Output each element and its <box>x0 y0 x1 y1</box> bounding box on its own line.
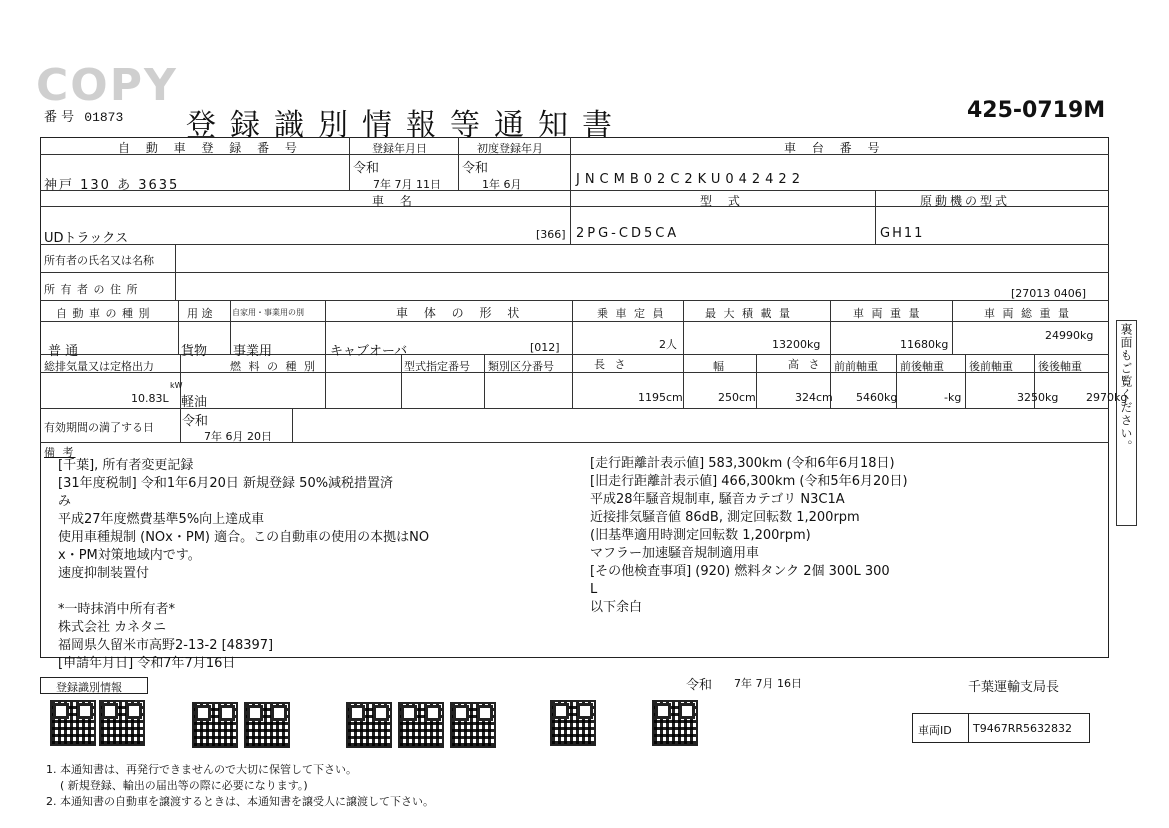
header-type-number: 型式指定番号 <box>404 360 470 373</box>
expiry-era: 令和 <box>182 414 209 429</box>
length: 1195cm <box>638 391 683 404</box>
header-reg-number: 自 動 車 登 録 番 号 <box>118 141 303 155</box>
engine-model: GH11 <box>880 226 925 241</box>
reg-era: 令和 <box>353 161 380 176</box>
document-title: 登録識別情報等通知書 <box>186 108 626 143</box>
header-height: 高 さ <box>788 358 823 371</box>
number-label: 番 号 <box>44 110 75 125</box>
remark-line: [その他検査事項] (920) 燃料タンク 2個 300L 300 <box>590 564 890 579</box>
displacement: 10.83L <box>131 392 169 405</box>
remark-line: 近接排気騒音値 86dB, 測定回転数 1,200rpm <box>590 510 860 525</box>
header-gross: 車 両 総 重 量 <box>984 307 1071 320</box>
issuer: 千葉運輸支局長 <box>968 680 1060 695</box>
body-shape: キャブオーバ <box>330 344 408 359</box>
remarks-left <box>58 457 429 673</box>
first-reg-date: 1年 6月 <box>482 178 522 191</box>
remark-line: み <box>58 494 72 509</box>
qr-code <box>346 702 392 748</box>
header-max-load: 最 大 積 載 量 <box>705 307 792 320</box>
vehicle-id-label: 車両ID <box>918 724 952 737</box>
header-remarks: 備 考 <box>44 446 76 459</box>
rf-axle: 3250kg <box>1017 391 1059 404</box>
remark-line: [千葉], 所有者変更記録 <box>58 458 194 473</box>
qr-code <box>99 700 145 746</box>
header-first-reg: 初度登録年月 <box>477 142 543 155</box>
header-capacity: 乗 車 定 員 <box>597 307 666 320</box>
model: 2PG-CD5CA <box>576 226 680 241</box>
width: 250cm <box>718 391 756 404</box>
header-engine: 原動機の型式 <box>920 194 1011 208</box>
header-expiry: 有効期間の満了する日 <box>44 421 154 434</box>
body-code: [012] <box>530 341 560 354</box>
qr-code <box>192 702 238 748</box>
fr-axle: -kg <box>944 391 962 404</box>
remark-line: 速度抑制装置付 <box>58 566 150 581</box>
displacement-unit: kW <box>170 381 183 390</box>
vehicle-id-box <box>912 713 1090 743</box>
header-private: 自家用・事業用の別 <box>232 308 304 317</box>
qr-code <box>652 700 698 746</box>
footer-note-1-sub: ( 新規登録、輸出の届出等の際に必要になります。) <box>60 779 308 792</box>
qr-code <box>50 700 96 746</box>
remark-line: *一時抹消中所有者* <box>58 602 176 617</box>
qr-code <box>244 702 290 748</box>
first-reg-era: 令和 <box>462 161 489 176</box>
remark-line: 平成27年度燃費基準5%向上達成車 <box>58 512 265 527</box>
max-load: 13200kg <box>772 338 821 351</box>
footer-note-2: 2. 本通知書の自動車を譲渡するときは、本通知書を譲受人に譲渡して下さい。 <box>46 795 434 808</box>
copy-stamp: COPY <box>36 60 178 111</box>
header-reg-date: 登録年月日 <box>372 142 427 155</box>
qr-code <box>398 702 444 748</box>
remark-line: x・PM対策地域内です。 <box>58 548 201 563</box>
remark-line: マフラー加速騒音規制適用車 <box>590 546 760 561</box>
remark-line: [旧走行距離計表示値] 466,300km (令和5年6月20日) <box>590 474 908 489</box>
footer-note-1: 1. 本通知書は、再発行できませんので大切に保管して下さい。 <box>46 763 357 776</box>
vehicle-name: UDトラックス <box>44 231 129 246</box>
header-model: 型 式 <box>700 194 746 208</box>
header-owner-address: 所 有 者 の 住 所 <box>44 283 139 296</box>
vehicle-kind: 普 通 <box>48 344 79 359</box>
qr-label: 登録識別情報 <box>56 681 122 694</box>
reg-date: 7年 7月 11日 <box>373 178 441 191</box>
address-code: [27013 0406] <box>1011 287 1087 300</box>
remark-line: 福岡県久留米市高野2-13-2 [48397] <box>58 638 274 653</box>
number-value: 01873 <box>84 110 124 125</box>
header-width: 幅 <box>713 360 724 373</box>
vehicle-weight: 11680kg <box>900 338 949 351</box>
header-length: 長 さ <box>594 358 629 371</box>
header-rf-axle: 後前軸重 <box>969 360 1013 373</box>
fuel: 軽油 <box>181 395 208 410</box>
capacity: 2人 <box>659 338 677 351</box>
issue-era: 令和 <box>686 678 713 693</box>
remark-line: [申請年月日] 令和7年7月16日 <box>58 656 236 671</box>
header-fuel: 燃 料 の 種 別 <box>230 360 317 373</box>
side-note: 裏面もご覧ください。 <box>1116 320 1137 526</box>
remark-line: (旧基準適用時測定回転数 1,200rpm) <box>590 528 811 543</box>
qr-code <box>550 700 596 746</box>
header-vehicle-kind: 自 動 車 の 種 別 <box>56 307 151 320</box>
remarks-right <box>590 455 908 617</box>
remark-line: 平成28年騒音規制車, 騒音カテゴリ N3C1A <box>590 492 845 507</box>
remark-line <box>58 583 429 601</box>
issue-date: 7年 7月 16日 <box>734 677 802 690</box>
remark-line: [31年度税制] 令和1年6月20日 新規登録 50%減税措置済 <box>58 476 394 491</box>
number-field <box>44 106 123 125</box>
chassis-number: JNCMB02C2KU042422 <box>576 172 805 187</box>
header-weight: 車 両 重 量 <box>853 307 922 320</box>
remark-line: L <box>590 582 598 597</box>
header-rr-axle: 後後軸重 <box>1038 360 1082 373</box>
remark-line: 株式会社 カネタニ <box>58 620 167 635</box>
header-name: 車 名 <box>372 194 418 208</box>
header-chassis: 車 台 番 号 <box>784 141 886 155</box>
vehicle-id: T9467RR5632832 <box>973 722 1072 735</box>
remark-line: 使用車種規制 (NOx・PM) 適合。この自動車の使用の本拠はNO <box>58 530 430 545</box>
use: 貨物 <box>181 344 208 359</box>
private-business: 事業用 <box>233 344 273 359</box>
header-class-number: 類別区分番号 <box>488 360 554 373</box>
reg-number: 神戸 130 あ 3635 <box>44 178 180 193</box>
header-ff-axle: 前前軸重 <box>834 360 878 373</box>
model-code: [366] <box>536 228 566 241</box>
document-code: 425-0719M <box>967 98 1106 123</box>
header-displacement: 総排気量又は定格出力 <box>44 360 154 373</box>
remark-line: [走行距離計表示値] 583,300km (令和6年6月18日) <box>590 456 895 471</box>
remark-line: 以下余白 <box>590 600 643 615</box>
header-body: 車 体 の 形 状 <box>396 306 526 320</box>
rr-axle: 2970kg <box>1086 391 1128 404</box>
header-owner-name: 所有者の氏名又は名称 <box>44 254 154 267</box>
header-fr-axle: 前後軸重 <box>900 360 944 373</box>
ff-axle: 5460kg <box>856 391 898 404</box>
gross-weight: 24990kg <box>1045 329 1094 342</box>
qr-code <box>450 702 496 748</box>
expiry-date: 7年 6月 20日 <box>204 430 272 443</box>
height: 324cm <box>795 391 833 404</box>
header-use: 用 途 <box>187 307 213 320</box>
